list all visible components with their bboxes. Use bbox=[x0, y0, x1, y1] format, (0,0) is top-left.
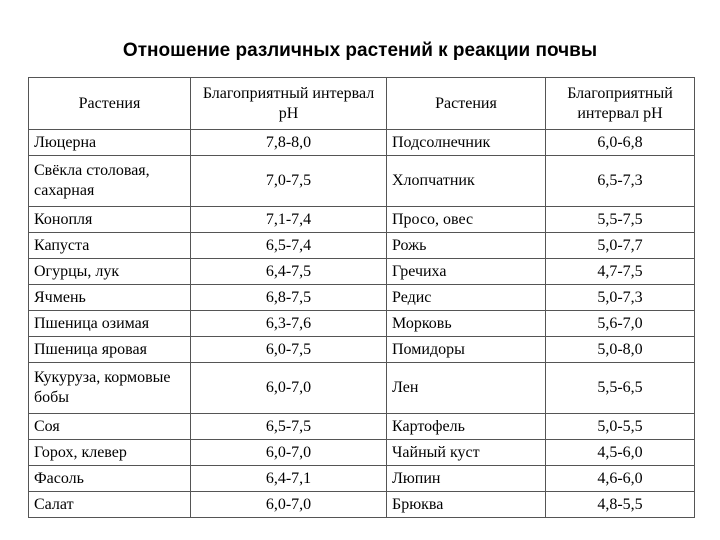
plant-name: Фасоль bbox=[29, 466, 191, 492]
table-row bbox=[29, 259, 695, 285]
plant-name: Горох, клевер bbox=[29, 440, 191, 466]
ph-range: 4,8-5,5 bbox=[546, 492, 695, 518]
plant-name: Редис bbox=[387, 285, 546, 311]
table-row bbox=[29, 466, 695, 492]
ph-range: 7,1-7,4 bbox=[191, 207, 387, 233]
table-row bbox=[29, 207, 695, 233]
ph-range: 5,0-7,7 bbox=[546, 233, 695, 259]
plant-name: Морковь bbox=[387, 311, 546, 337]
table-row bbox=[29, 363, 695, 414]
ph-range: 6,4-7,1 bbox=[191, 466, 387, 492]
plant-name: Подсолнечник bbox=[387, 130, 546, 156]
plant-name: Ячмень bbox=[29, 285, 191, 311]
ph-range: 6,0-7,0 bbox=[191, 363, 387, 414]
ph-range: 5,6-7,0 bbox=[546, 311, 695, 337]
plant-name: Лен bbox=[387, 363, 546, 414]
header-plants-2: Растения bbox=[387, 78, 546, 130]
plant-name: Люпин bbox=[387, 466, 546, 492]
table-row bbox=[29, 311, 695, 337]
ph-range: 5,0-7,3 bbox=[546, 285, 695, 311]
header-ph-range-2: Благоприятный интервал рН bbox=[546, 78, 695, 130]
plant-name: Пшеница яровая bbox=[29, 337, 191, 363]
ph-range: 4,7-7,5 bbox=[546, 259, 695, 285]
table-row bbox=[29, 414, 695, 440]
plant-name: Кукуруза, кормовые бобы bbox=[29, 363, 191, 414]
ph-range: 6,3-7,6 bbox=[191, 311, 387, 337]
ph-range: 7,8-8,0 bbox=[191, 130, 387, 156]
ph-range: 6,8-7,5 bbox=[191, 285, 387, 311]
table-row bbox=[29, 156, 695, 207]
plant-name: Чайный куст bbox=[387, 440, 546, 466]
plant-name: Гречиха bbox=[387, 259, 546, 285]
plant-ph-table bbox=[28, 77, 695, 518]
ph-range: 7,0-7,5 bbox=[191, 156, 387, 207]
table-row bbox=[29, 130, 695, 156]
plant-name: Соя bbox=[29, 414, 191, 440]
ph-range: 6,5-7,3 bbox=[546, 156, 695, 207]
table-row bbox=[29, 337, 695, 363]
table-row bbox=[29, 440, 695, 466]
header-ph-range-1: Благоприятный интервал рН bbox=[191, 78, 387, 130]
plant-name: Помидоры bbox=[387, 337, 546, 363]
table-row bbox=[29, 492, 695, 518]
ph-range: 6,5-7,5 bbox=[191, 414, 387, 440]
plant-name: Хлопчатник bbox=[387, 156, 546, 207]
ph-range: 6,5-7,4 bbox=[191, 233, 387, 259]
plant-name: Просо, овес bbox=[387, 207, 546, 233]
plant-name: Брюква bbox=[387, 492, 546, 518]
plant-name: Люцерна bbox=[29, 130, 191, 156]
plant-name: Капуста bbox=[29, 233, 191, 259]
ph-range: 6,0-6,8 bbox=[546, 130, 695, 156]
ph-range: 6,0-7,0 bbox=[191, 440, 387, 466]
plant-name: Огурцы, лук bbox=[29, 259, 191, 285]
ph-range: 6,4-7,5 bbox=[191, 259, 387, 285]
table-row bbox=[29, 233, 695, 259]
ph-range: 4,6-6,0 bbox=[546, 466, 695, 492]
header-plants-1: Растения bbox=[29, 78, 191, 130]
plant-name: Салат bbox=[29, 492, 191, 518]
plant-name: Конопля bbox=[29, 207, 191, 233]
ph-range: 6,0-7,5 bbox=[191, 337, 387, 363]
plant-name: Свёкла столовая, сахарная bbox=[29, 156, 191, 207]
plant-name: Пшеница озимая bbox=[29, 311, 191, 337]
plant-name: Рожь bbox=[387, 233, 546, 259]
ph-range: 5,0-8,0 bbox=[546, 337, 695, 363]
page-title: Отношение различных растений к реакции почвы bbox=[122, 40, 598, 61]
table-row bbox=[29, 285, 695, 311]
ph-range: 5,0-5,5 bbox=[546, 414, 695, 440]
ph-range: 5,5-7,5 bbox=[546, 207, 695, 233]
ph-range: 5,5-6,5 bbox=[546, 363, 695, 414]
table-header-row bbox=[29, 78, 695, 130]
ph-range: 4,5-6,0 bbox=[546, 440, 695, 466]
plant-name: Картофель bbox=[387, 414, 546, 440]
ph-range: 6,0-7,0 bbox=[191, 492, 387, 518]
